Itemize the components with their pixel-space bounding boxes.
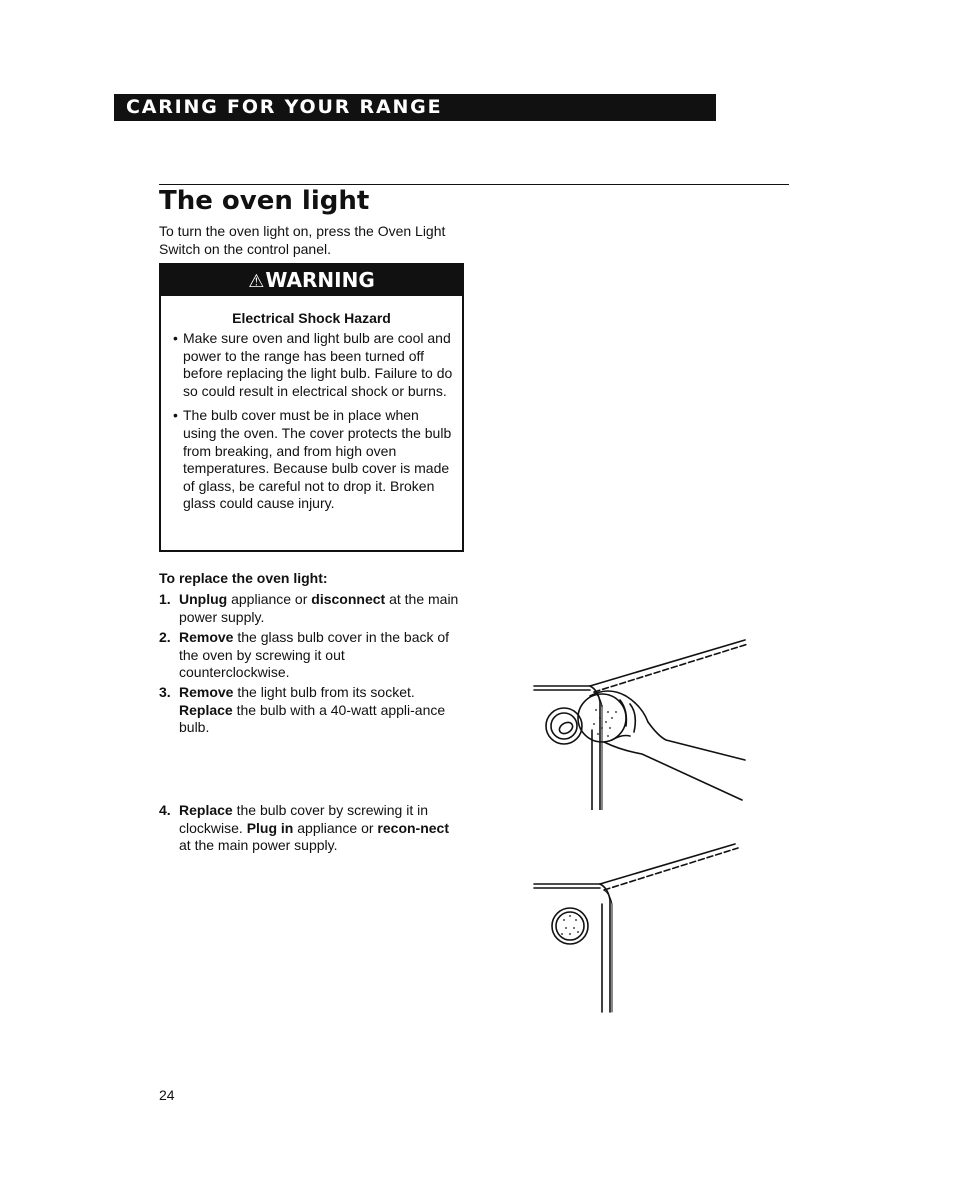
hand-removing-bulb-cover-illustration — [530, 630, 760, 810]
step-text: at the main power supply. — [179, 591, 459, 625]
step-text: the bulb with a 40-watt appli-ance bulb. — [179, 701, 446, 736]
step-text: the glass bulb cover in the back of the oven by screwing it out counterclockwise. — [179, 629, 450, 681]
step-number: 3. — [159, 684, 171, 700]
hazard-title: Electrical Shock Hazard — [232, 310, 391, 326]
step-keyword: Replace — [179, 701, 233, 718]
step-keyword: Replace — [179, 802, 233, 818]
section-header-bar — [114, 94, 716, 121]
section-title: CARING FOR YOUR RANGE — [126, 96, 443, 118]
title-rule — [159, 184, 789, 185]
warning-header — [161, 265, 462, 296]
intro-text: To turn the oven light on, press the Oven Light Switch on the control panel. — [159, 223, 446, 257]
page-number: 24 — [159, 1087, 175, 1103]
step-number: 2. — [159, 629, 171, 645]
warning-item: • The bulb cover must be in place when using the oven. The cover protects the bulb from breaking, and from high oven temperatures. Because bulb cover is made of glass, be careful not to drop it. Broken glass could cause injury. — [173, 407, 454, 513]
step-keyword: Unplug — [179, 591, 228, 607]
warning-box — [159, 263, 464, 552]
step-keyword: Remove — [179, 684, 234, 700]
step-number: 1. — [159, 591, 171, 607]
warning-item: • Make sure oven and light bulb are cool and power to the range has been turned off before replacing the light bulb. Failure to do so could result in electrical shock or burns. — [173, 330, 454, 400]
warning-label: WARNING — [265, 268, 375, 292]
step-keyword: Plug in — [246, 819, 294, 836]
steps-title: To replace the oven light: — [159, 570, 328, 586]
bulb-cover-in-place-illustration — [530, 840, 760, 1020]
step-keyword: recon-nect — [377, 819, 449, 836]
step-keyword: disconnect — [311, 591, 386, 607]
step-2 — [159, 629, 459, 682]
step-text: appliance or — [293, 819, 378, 836]
step-3 — [159, 684, 459, 737]
step-text: appliance or — [227, 591, 312, 607]
step-text: the bulb cover by screwing it in clockwise. — [179, 802, 429, 836]
step-number: 4. — [159, 802, 171, 818]
step-text: at the main power supply. — [179, 837, 338, 854]
warning-list — [161, 330, 462, 513]
step-4 — [159, 802, 459, 855]
warning-triangle-icon: ⚠ — [248, 271, 265, 292]
step-1 — [159, 591, 459, 626]
step-text: the light bulb from its socket. — [233, 684, 415, 700]
page-title: The oven light — [159, 186, 370, 216]
step-keyword: Remove — [179, 629, 234, 645]
